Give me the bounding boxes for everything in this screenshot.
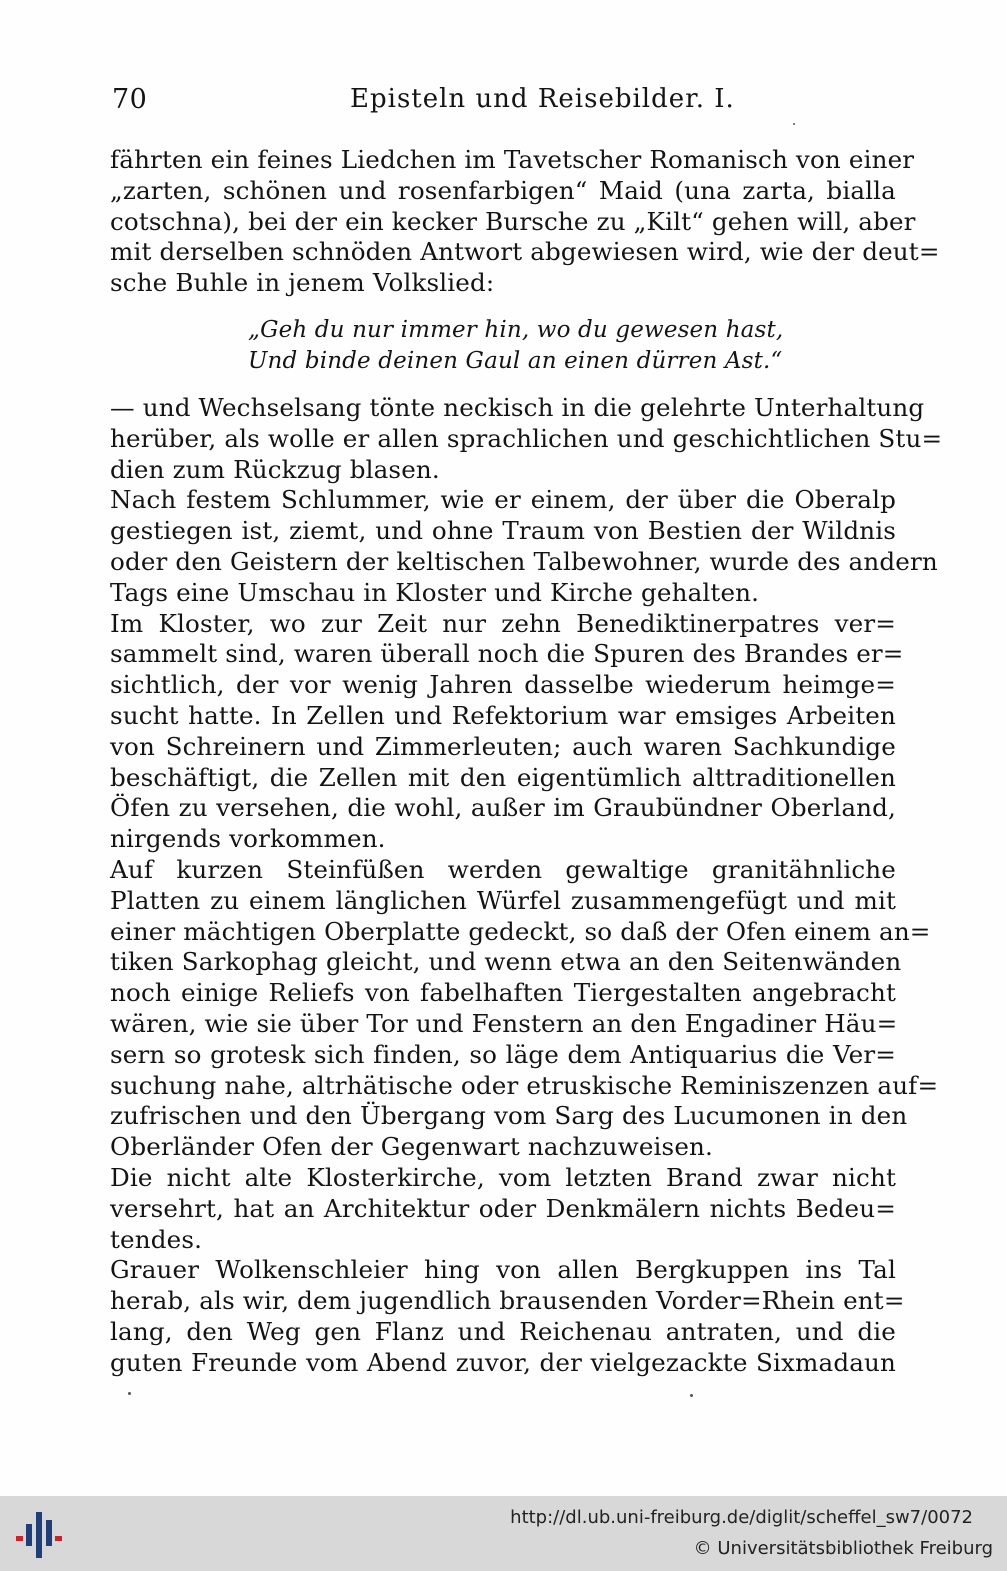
text-line: Im Kloster, wo zur Zeit nur zehn Benediktinerpatres ver= (110, 608, 896, 638)
text-line: tendes. (110, 1224, 203, 1254)
paragraph-2 (110, 392, 943, 485)
text-line: Auf kurzen Steinfüßen werden gewaltige granitähnliche (110, 854, 896, 884)
text-line: suchung nahe, altrhätische oder etruskische Reminiszenzen auf= (110, 1070, 939, 1100)
page-header (112, 84, 894, 124)
scan-speck (793, 123, 795, 125)
paragraph-6 (110, 1163, 896, 1255)
verse-line: Und binde deinen Gaul an einen dürren Ast.“ (248, 347, 783, 374)
text-line: einer mächtigen Oberplatte gedeckt, so daß der Ofen einem an= (110, 916, 931, 946)
paragraph-7 (110, 1255, 905, 1378)
text-line: herab, als wir, dem jugendlich brausenden Vorder=Rhein ent= (110, 1286, 905, 1316)
text-line: zufrischen und den Übergang vom Sarg des Lucumonen in den (110, 1101, 908, 1131)
body-text (110, 145, 943, 1378)
paragraph-5 (110, 854, 939, 1163)
text-line: guten Freunde vom Abend zuvor, der vielgezackte Sixmadaun (110, 1347, 896, 1377)
viewer-footer (0, 1496, 1007, 1571)
text-line: versehrt, hat an Architektur oder Denkmälern nichts Bedeu= (110, 1193, 896, 1223)
text-line: Grauer Wolkenschleier hing von allen Bergkuppen ins Tal (110, 1255, 896, 1285)
text-line: sche Buhle in jenem Volkslied: (110, 268, 495, 298)
text-line: nirgends vorkommen. (110, 824, 386, 854)
text-line: cotschna), bei der ein kecker Bursche zu „Kilt“ gehen will, aber (110, 206, 916, 236)
text-line: Oberländer Ofen der Gegenwart nachzuweisen. (110, 1132, 713, 1162)
text-line: sammelt sind, waren überall noch die Spuren des Brandes er= (110, 639, 904, 669)
text-line: Öfen zu versehen, die wohl, außer im Graubündner Oberland, (110, 793, 896, 823)
text-line: mit derselben schnöden Antwort abgewiesen wird, wie der deut= (110, 237, 940, 267)
text-line: Nach festem Schlummer, wie er einem, der über die Oberalp (110, 485, 896, 515)
text-line: gestiegen ist, ziemt, und ohne Traum von Bestien der Wildnis (110, 516, 896, 546)
paragraph-4 (110, 608, 904, 855)
verse-quote (248, 315, 896, 377)
text-line: dien zum Rückzug blasen. (110, 454, 440, 484)
text-line: sucht hatte. In Zellen und Refektorium war emsiges Arbeiten (110, 700, 896, 730)
text-line: Die nicht alte Klosterkirche, vom letzten Brand zwar nicht (110, 1162, 896, 1192)
text-line: beschäftigt, die Zellen mit den eigentümlich alttraditionellen (110, 762, 896, 792)
text-line: wären, wie sie über Tor und Fenstern an den Engadiner Häu= (110, 1008, 898, 1038)
page-number: 70 (112, 84, 148, 115)
copyright-notice: © Universitätsbibliothek Freiburg (693, 1538, 993, 1559)
paragraph-1 (110, 145, 940, 299)
text-line: — und Wechselsang tönte neckisch in die gelehrte Unterhaltung (110, 392, 925, 422)
ub-freiburg-logo-icon[interactable] (14, 1506, 70, 1562)
scan-speck (690, 1394, 693, 1397)
scan-speck (128, 1392, 131, 1395)
permalink-url[interactable]: http://dl.ub.uni-freiburg.de/diglit/scheffel_sw7/0072 (510, 1507, 973, 1528)
text-line: sern so grotesk sich finden, so läge dem Antiquarius die Ver= (110, 1039, 896, 1069)
running-title: Episteln und Reisebilder. I. (350, 84, 735, 114)
text-line: sichtlich, der vor wenig Jahren dasselbe wiederum heimge= (110, 670, 896, 700)
text-line: fährten ein feines Liedchen im Tavetscher Romanisch von einer (110, 145, 915, 174)
text-line: noch einige Reliefs von fabelhaften Tiergestalten angebracht (110, 978, 896, 1008)
paragraph-3 (110, 485, 938, 608)
text-line: Platten zu einem länglichen Würfel zusammengefügt und mit (110, 885, 896, 915)
text-line: von Schreinern und Zimmerleuten; auch waren Sachkundige (110, 731, 896, 761)
text-line: Tags eine Umschau in Kloster und Kirche gehalten. (110, 577, 760, 607)
text-line: herüber, als wolle er allen sprachlichen und geschichtlichen Stu= (110, 423, 943, 453)
text-line: lang, den Weg gen Flanz und Reichenau antraten, und die (110, 1316, 896, 1346)
text-line: tiken Sarkophag gleicht, und wenn etwa an den Seitenwänden (110, 947, 902, 977)
text-line: „zarten, schönen und rosenfarbigen“ Maid (una zarta, bialla (110, 175, 896, 205)
verse-line: „Geh du nur immer hin, wo du gewesen hast, (248, 316, 784, 343)
text-line: oder den Geistern der keltischen Talbewohner, wurde des andern (110, 546, 938, 576)
